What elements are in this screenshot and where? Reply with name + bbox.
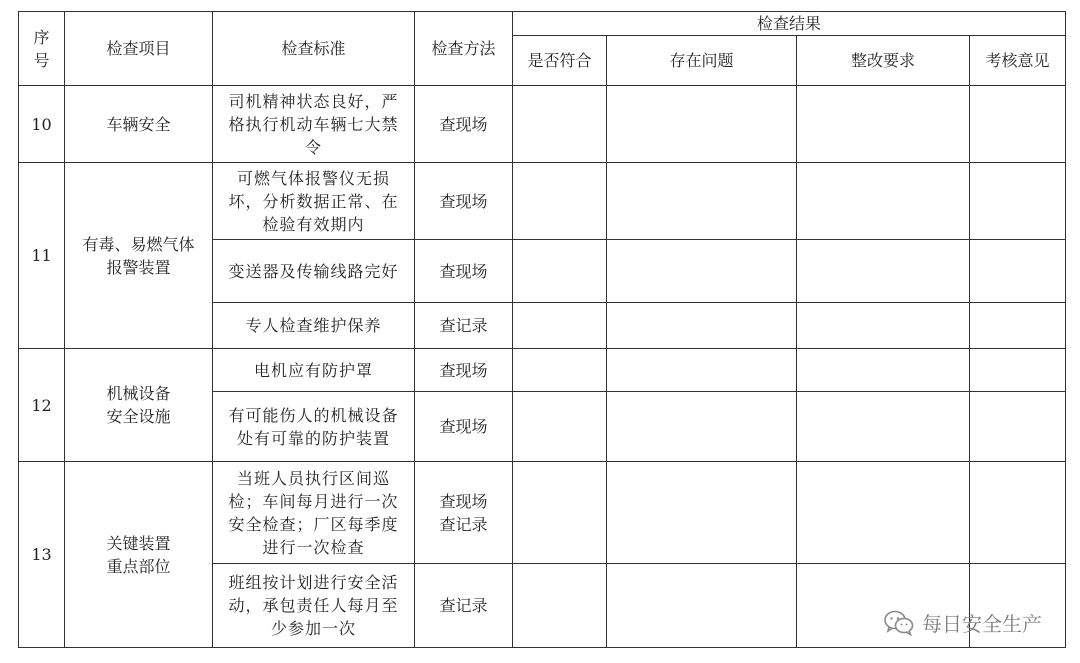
result-cell[interactable]: [970, 392, 1066, 462]
result-cell[interactable]: [513, 349, 607, 392]
row-method: 查记录: [415, 303, 513, 349]
row-method: 查现场 查记录: [415, 462, 513, 564]
result-cell[interactable]: [513, 564, 607, 648]
result-cell[interactable]: [513, 86, 607, 163]
watermark: [884, 608, 1042, 637]
header-row: [19, 12, 1066, 36]
wechat-icon: [884, 610, 914, 636]
row-standard: 电机应有防护罩: [213, 349, 415, 392]
result-cell[interactable]: [797, 462, 970, 564]
inspection-table: [18, 11, 1066, 648]
header-method: 检查方法: [415, 12, 513, 86]
row-standard: 可燃气体报警仪无损 坏，分析数据正常、在 检验有效期内: [213, 163, 415, 240]
row-method: 查现场: [415, 240, 513, 303]
result-cell[interactable]: [607, 163, 797, 240]
row-item: 机械设备 安全设施: [65, 349, 213, 462]
result-cell[interactable]: [607, 240, 797, 303]
result-cell[interactable]: [607, 462, 797, 564]
row-standard: 班组按计划进行安全活 动，承包责任人每月至 少参加一次: [213, 564, 415, 648]
result-cell[interactable]: [970, 163, 1066, 240]
header-result: 检查结果: [513, 12, 1066, 36]
header-problem: 存在问题: [607, 36, 797, 86]
result-cell[interactable]: [513, 462, 607, 564]
result-cell[interactable]: [797, 86, 970, 163]
row-no: 10: [19, 86, 65, 163]
result-cell[interactable]: [970, 303, 1066, 349]
result-cell[interactable]: [513, 392, 607, 462]
row-item: 有毒、易燃气体 报警装置: [65, 163, 213, 349]
row-standard: 有可能伤人的机械设备 处有可靠的防护装置: [213, 392, 415, 462]
header-rectify: 整改要求: [797, 36, 970, 86]
result-cell[interactable]: [513, 303, 607, 349]
row-method: 查现场: [415, 392, 513, 462]
result-cell[interactable]: [797, 303, 970, 349]
row-method: 查现场: [415, 349, 513, 392]
row-method: 查现场: [415, 86, 513, 163]
result-cell[interactable]: [797, 163, 970, 240]
row-method: 查记录: [415, 564, 513, 648]
row-standard: 司机精神状态良好，严 格执行机动车辆七大禁 令: [213, 86, 415, 163]
result-cell[interactable]: [607, 564, 797, 648]
result-cell[interactable]: [970, 86, 1066, 163]
table-row: [19, 86, 1066, 163]
header-standard: 检查标准: [213, 12, 415, 86]
result-cell[interactable]: [797, 240, 970, 303]
row-no: 12: [19, 349, 65, 462]
result-cell[interactable]: [607, 392, 797, 462]
header-no: 序 号: [19, 12, 65, 86]
row-standard: 当班人员执行区间巡 检；车间每月进行一次 安全检查；厂区每季度 进行一次检查: [213, 462, 415, 564]
result-cell[interactable]: [607, 86, 797, 163]
result-cell[interactable]: [607, 349, 797, 392]
table-row: [19, 462, 1066, 564]
result-cell[interactable]: [970, 349, 1066, 392]
row-item: 关键装置 重点部位: [65, 462, 213, 648]
result-cell[interactable]: [797, 349, 970, 392]
row-standard: 专人检查维护保养: [213, 303, 415, 349]
row-no: 11: [19, 163, 65, 349]
table-row: [19, 163, 1066, 240]
table-row: [19, 349, 1066, 392]
result-cell[interactable]: [607, 303, 797, 349]
result-cell[interactable]: [970, 462, 1066, 564]
result-cell[interactable]: [970, 240, 1066, 303]
row-method: 查现场: [415, 163, 513, 240]
row-standard: 变送器及传输线路完好: [213, 240, 415, 303]
header-assess: 考核意见: [970, 36, 1066, 86]
header-item: 检查项目: [65, 12, 213, 86]
result-cell[interactable]: [513, 240, 607, 303]
row-no: 13: [19, 462, 65, 648]
row-item: 车辆安全: [65, 86, 213, 163]
watermark-text: 每日安全生产: [922, 612, 1042, 636]
header-conform: 是否符合: [513, 36, 607, 86]
result-cell[interactable]: [797, 392, 970, 462]
result-cell[interactable]: [513, 163, 607, 240]
